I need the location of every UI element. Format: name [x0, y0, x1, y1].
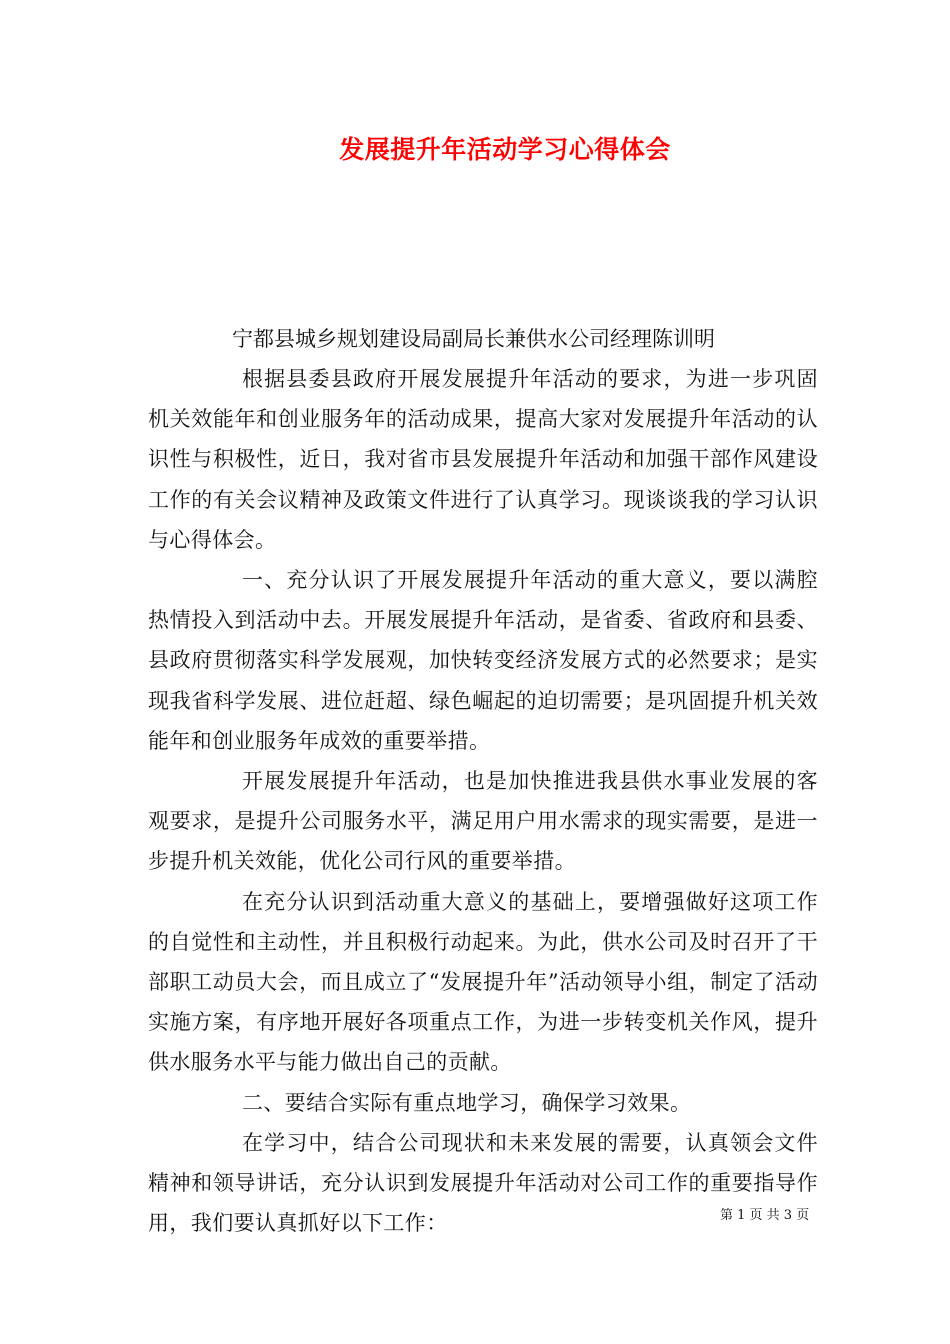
paragraph: 一、充分认识了开展发展提升年活动的重大意义，要以满腔热情投入到活动中去。开展发展提升年活动，是省委、省政府和县委、县政府贯彻落实科学发展观，加快转变经济发展方式的必然要求；是实现我省科学发展、进位赶超、绿色崛起的迫切需要；是巩固提升机关效能年和创业服务年成效的重要举措。: [148, 568, 818, 753]
paragraph: 根据县委县政府开展发展提升年活动的要求，为进一步巩固机关效能年和创业服务年的活动成果，提高大家对发展提升年活动的认识性与积极性，近日，我对省市县发展提升年活动和加强干部作风建设工作的有关会议精神及政策文件进行了认真学习。现谈谈我的学习认识与心得体会。: [148, 367, 818, 552]
paragraph: 在充分认识到活动重大意义的基础上，要增强做好这项工作的自觉性和主动性，并且积极行动起来。为此，供水公司及时召开了干部职工动员大会，而且成立了“发展提升年”活动领导小组，制定了活动实施方案，有序地开展好各项重点工作，为进一步转变机关作风，提升供水服务水平与能力做出自己的贡献。: [148, 889, 818, 1075]
page-number-footer: 第 1 页 共 3 页: [720, 1208, 810, 1223]
author-line: 宁都县城乡规划建设局副局长兼供水公司经理陈训明: [232, 327, 715, 351]
paragraph: 在学习中，结合公司现状和未来发展的需要，认真领会文件精神和领导讲话，充分认识到发展提升年活动对公司工作的重要指导作用，我们要认真抓好以下工作：: [148, 1130, 818, 1236]
document-body: [148, 359, 818, 1243]
document-title: 发展提升年活动学习心得体会: [339, 135, 671, 164]
paragraph: 二、要结合实际有重点地学习，确保学习效果。: [242, 1090, 692, 1115]
paragraph: 开展发展提升年活动，也是加快推进我县供水事业发展的客观要求，是提升公司服务水平，满足用户用水需求的现实需要，是进一步提升机关效能，优化公司行风的重要举措。: [148, 769, 818, 874]
